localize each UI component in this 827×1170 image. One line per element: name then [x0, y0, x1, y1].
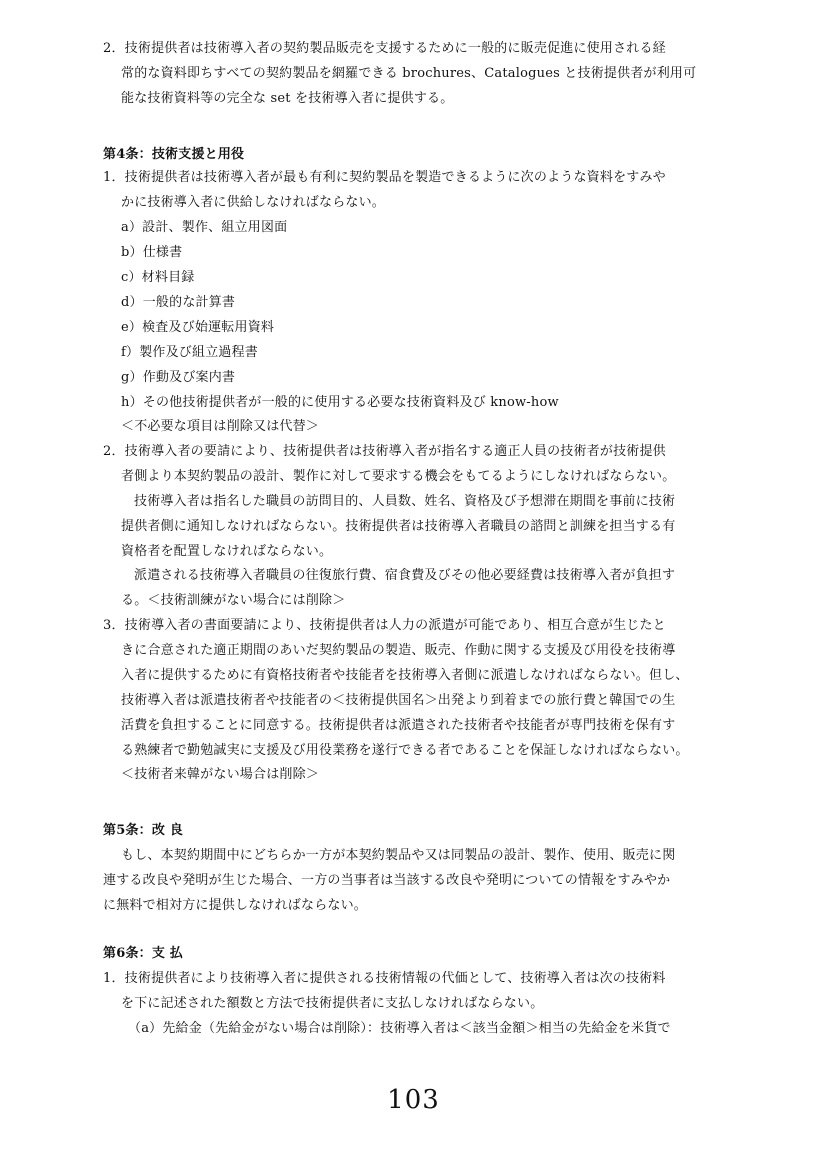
text-line: 活費を負担することに同意する。技術提供者は派遣された技術者や技能者が専門技術を保有す — [121, 718, 676, 733]
text-line: 派遣される技術導入者職員の往復旅行費、宿食費及びその他必要経費は技術導入者が負担す — [134, 568, 676, 583]
article-heading: 第4条：技術支援と用役 — [103, 147, 245, 162]
note-line: ＜技術者来韓がない場合は削除＞ — [121, 767, 320, 782]
list-item: d）一般的な計算書 — [121, 295, 236, 310]
text-line: る。＜技術訓練がない場合には削除＞ — [121, 593, 346, 608]
text-line: 資格者を配置しなければならない。 — [121, 544, 333, 559]
text-line: 1．技術提供者により技術導入者に提供される技術情報の代価として、技術導入者は次の技術料 — [103, 971, 666, 986]
text-line: 連する改良や発明が生じた場合、一方の当事者は当該する改良や発明についての情報をすみやか — [103, 873, 671, 888]
text-line: 1．技術提供者は技術導入者が最も有利に契約製品を製造できるように次のような資料をすみや — [103, 170, 666, 185]
text-line: 2．技術提供者は技術導入者の契約製品販売を支援するために一般的に販売促進に使用される経 — [103, 41, 666, 56]
text-line: きに合意された適正期間のあいだ契約製品の製造、販売、作動に関する支援及び用役を技術導 — [121, 643, 676, 658]
page-number: 103 — [387, 1085, 440, 1115]
list-item: e）検査及び始運転用資料 — [121, 320, 275, 335]
note-line: ＜不必要な項目は削除又は代替＞ — [121, 419, 320, 434]
text-line: 3．技術導入者の書面要請により、技術提供者は人力の派遣が可能であり、相互合意が生じたと — [103, 618, 666, 633]
text-line: 者側より本契約製品の設計、製作に対して要求する機会をもてるようにしなければならない。 — [121, 469, 676, 484]
list-item: a）設計、製作、組立用図面 — [121, 220, 288, 235]
list-item: h）その他技術提供者が一般的に使用する必要な技術資料及び know-how — [121, 395, 559, 410]
article-heading: 第6条：支 払 — [103, 946, 183, 961]
article-heading: 第5条：改 良 — [103, 823, 183, 838]
text-line: もし、本契約期間中にどちらか一方が本契約製品や又は同製品の設計、製作、使用、販売に関 — [121, 848, 676, 863]
text-line: 提供者側に通知しなければならない。技術提供者は技術導入者職員の諮問と訓練を担当する有 — [121, 519, 676, 534]
text-line: （a）先給金（先給金がない場合は削除）：技術導入者は＜該当金額＞相当の先給金を米貨で — [128, 1021, 671, 1036]
text-line: を下に記述された額数と方法で技術提供者に支払しなければならない。 — [121, 996, 544, 1011]
text-line: 2．技術導入者の要請により、技術提供者は技術導入者が指名する適正人員の技術者が技術提供 — [103, 444, 666, 459]
text-line: に無料で相対方に提供しなければならない。 — [103, 898, 368, 913]
text-line: 能な技術資料等の完全な set を技術導入者に提供する。 — [121, 91, 454, 106]
text-line: 入者に提供するために有資格技術者や技能者を技術導入者側に派遣しなければならない。但し、 — [121, 668, 689, 683]
list-item: c）材料目録 — [121, 270, 195, 285]
text-line: 常的な資料即ちすべての契約製品を網羅できる brochures、Catalogues と技術提供者が利用可 — [121, 66, 697, 81]
text-line: 技術導入者は指名した職員の訪問目的、人員数、姓名、資格及び予想滞在期間を事前に技術 — [134, 494, 676, 509]
list-item: b）仕様書 — [121, 245, 183, 260]
list-item: f）製作及び組立過程書 — [121, 345, 259, 360]
text-line: かに技術導入者に供給しなければならない。 — [121, 195, 386, 210]
text-line: 技術導入者は派遣技術者や技能者の＜技術提供国名＞出発より到着までの旅行費と韓国での生 — [121, 693, 676, 708]
text-line: る熟練者で勤勉誠実に支援及び用役業務を遂行できる者であることを保証しなければならない。 — [121, 743, 689, 758]
list-item: g）作動及び案内書 — [121, 370, 236, 385]
